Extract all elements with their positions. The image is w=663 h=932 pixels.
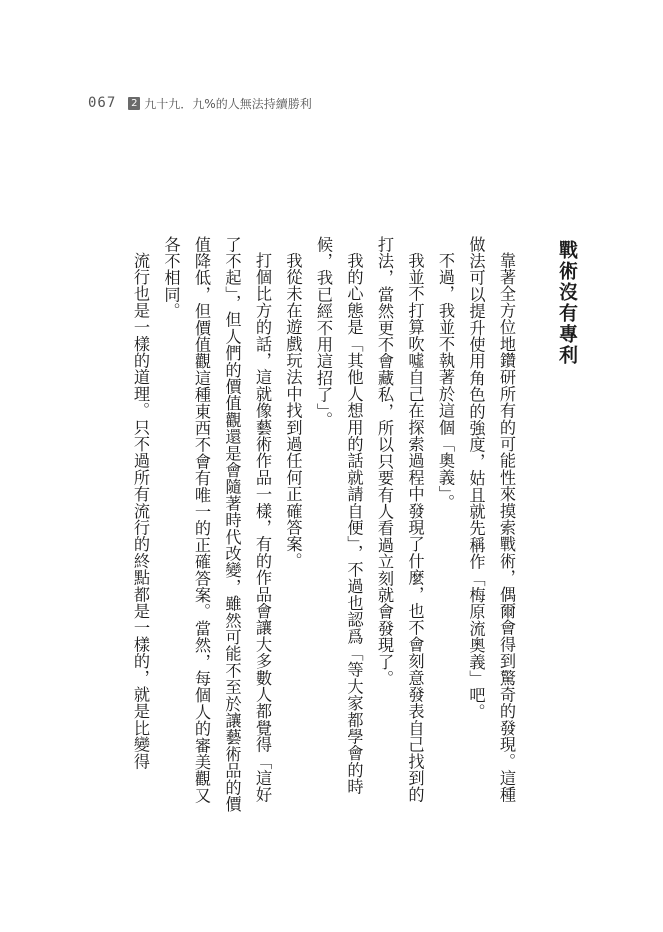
paragraph-2: 不過，我並不執著於這個「奧義」。 bbox=[436, 252, 455, 512]
paragraph-6: 打個比方的話，這就像藝術作品一樣，有的作品會讓大多數人都覺得「這好了不起」，但人們的價值觀還是會隨著時代改變，雖然可能不至於讓藝術品的價值降低，但價值觀這種東西不會有唯一的正確答案。當然，每個人的審美觀又各不相同。 bbox=[161, 236, 272, 813]
running-header bbox=[88, 94, 312, 112]
section-heading: 戰術沒有專利 bbox=[556, 240, 578, 366]
chapter-title: 九十九．九%的人無法持續勝利 bbox=[144, 96, 312, 111]
paragraph-1: 靠著全方位地鑽研所有的可能性來摸索戰術，偶爾會得到驚奇的發現。這種做法可以提升使用角色的強度，姑且就先稱作「梅原流奧義」吧。 bbox=[466, 236, 516, 804]
vertical-text-block bbox=[111, 236, 581, 817]
paragraph-3: 我並不打算吹噓自己在探索過程中發現了什麼，也不會刻意發表自己找到的打法，當然更不會藏私，所以只要有人看過立刻就會發現了。 bbox=[375, 236, 425, 804]
paragraph-5: 我從未在遊戲玩法中找到過任何正確答案。 bbox=[283, 252, 303, 570]
chapter-badge: 2 bbox=[128, 97, 140, 110]
paragraph-4: 我的心態是「其他人想用的話就請自便」，不過也認爲「等大家都學會的時候，我已經不用這招了」。 bbox=[314, 236, 364, 796]
page-number: 067 bbox=[88, 95, 117, 111]
paragraph-7: 流行也是一樣的道理。只不過所有流行的終點都是一樣的，就是比變得 bbox=[131, 252, 150, 770]
